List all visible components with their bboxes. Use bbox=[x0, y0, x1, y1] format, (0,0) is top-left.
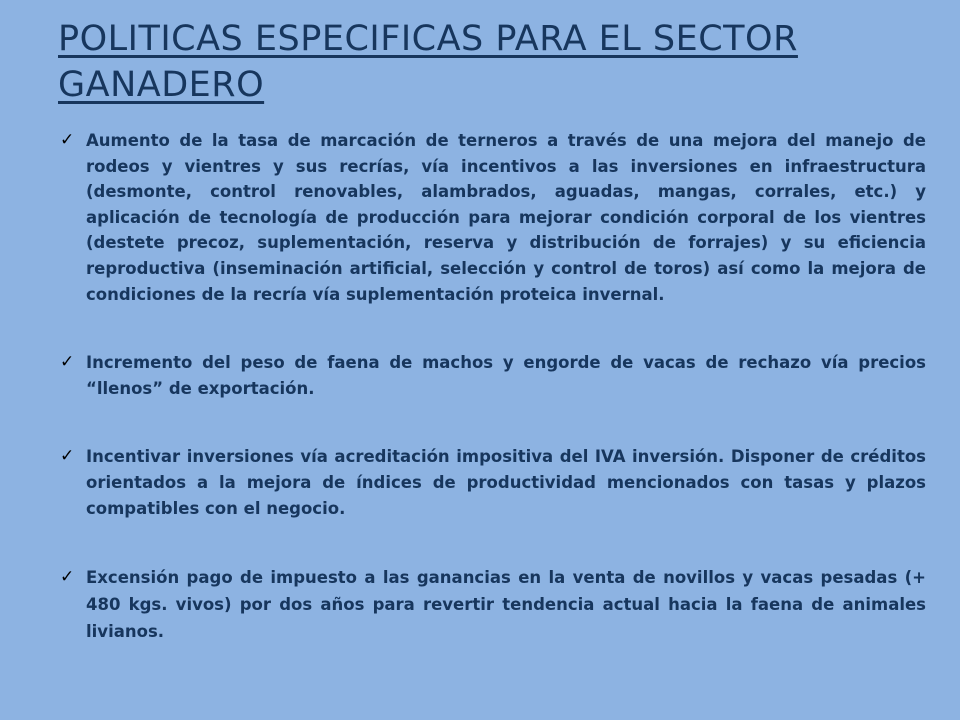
check-icon: ✓ bbox=[60, 352, 75, 373]
check-icon: ✓ bbox=[60, 567, 75, 588]
list-item bbox=[58, 128, 926, 307]
list-item bbox=[58, 350, 926, 401]
list-item bbox=[58, 444, 926, 521]
list-item bbox=[58, 564, 926, 645]
bullet-text: Excensión pago de impuesto a las ganancias en la venta de novillos y vacas pesadas (+ 480 kgs. vivos) por dos años para revertir tendencia actual hacia la faena de animales livianos. bbox=[86, 568, 926, 642]
bullet-text: Incentivar inversiones vía acreditación impositiva del IVA inversión. Disponer de créditos orientados a la mejora de índices de productividad mencionados con tasas y plazos compatibles con el negocio. bbox=[86, 447, 926, 518]
bullet-text: Incremento del peso de faena de machos y engorde de vacas de rechazo vía precios “llenos” de exportación. bbox=[86, 353, 926, 398]
check-icon: ✓ bbox=[60, 130, 75, 150]
bullet-list bbox=[58, 128, 926, 645]
bullet-text: Aumento de la tasa de marcación de terneros a través de una mejora del manejo de rodeos y vientres y sus recrías, vía incentivos a las inversiones en infraestructura (desmonte, control renovables, alambrados, aguadas, mangas, corrales, etc.) y aplicación de tecnología de producción para mejorar condición corporal de los vientres (destete precoz, suplementación, reserva y distribución de forrajes) y su eficiencia reproductiva (inseminación artificial, selección y control de toros) así como la mejora de condiciones de la recría vía suplementación proteica invernal. bbox=[86, 131, 926, 304]
slide-title: POLITICAS ESPECIFICAS PARA EL SECTOR GANADERO bbox=[58, 19, 798, 105]
check-icon: ✓ bbox=[60, 446, 75, 467]
